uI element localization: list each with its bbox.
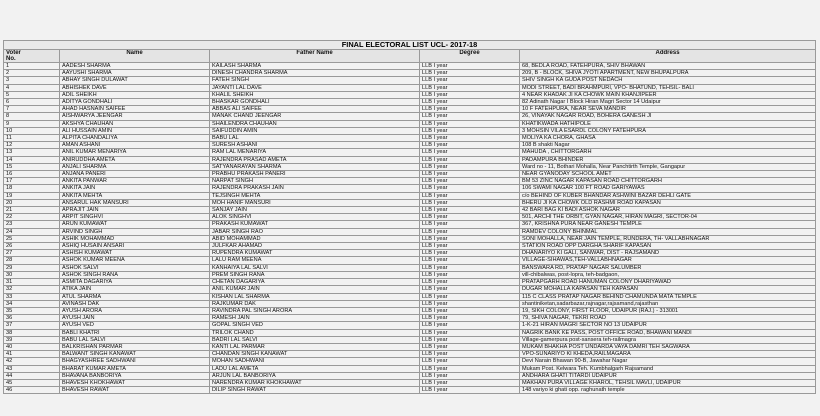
- father-name-cell: ARJUN LAL BANBORIYA: [210, 372, 420, 379]
- table-row: [4, 351, 816, 358]
- table-row: [4, 120, 816, 127]
- name-cell: ANKITA MEHTA: [60, 192, 210, 199]
- degree-cell: LLB I year: [420, 171, 520, 178]
- name-cell: ANSARUL HAK MANSURI: [60, 199, 210, 206]
- voter-no-cell: 4: [4, 84, 60, 91]
- address-cell: PADAMPURA BHINDER: [520, 156, 816, 163]
- address-cell: BHERU JI KA CHOWK OLD RASHMI ROAD KAPASAN: [520, 199, 816, 206]
- name-cell: ARPIT SINGHVI: [60, 214, 210, 221]
- voter-no-header-line1: Voter: [6, 50, 21, 56]
- address-cell: MOLIYA KA CHORA, GHASA: [520, 135, 816, 142]
- voter-no-cell: 8: [4, 113, 60, 120]
- father-name-cell: KANTI LAL PARMAR: [210, 343, 420, 350]
- address-cell: MAKHAN PURA VILLAGE KHAROL, TEHSIL MAVLI, UDAIPUR: [520, 379, 816, 386]
- table-row: [4, 300, 816, 307]
- address-cell: 108 B shakti Nagar: [520, 142, 816, 149]
- voter-no-cell: 37: [4, 322, 60, 329]
- address-cell: VPO-SUNARIYO KI KHEDA,RAILMAGARA: [520, 351, 816, 358]
- father-name-cell: CHETAN DAGARIYA: [210, 279, 420, 286]
- voter-no-cell: 41: [4, 351, 60, 358]
- father-name-cell: RAMESH JAIN: [210, 315, 420, 322]
- degree-cell: LLB I year: [420, 358, 520, 365]
- voter-no-cell: 46: [4, 387, 60, 394]
- voter-no-cell: 33: [4, 293, 60, 300]
- name-cell: AAYUSHI SHARMA: [60, 70, 210, 77]
- degree-cell: LLB I year: [420, 351, 520, 358]
- name-cell: BHARAT KUMAR AMETA: [60, 365, 210, 372]
- address-cell: NAGRIK BANK KE PASS, POST OFFICE ROAD, BHAWANI MANDI: [520, 329, 816, 336]
- table-row: [4, 171, 816, 178]
- voter-no-cell: 1: [4, 63, 60, 70]
- table-row: [4, 106, 816, 113]
- voter-no-cell: 43: [4, 365, 60, 372]
- table-row: [4, 243, 816, 250]
- address-cell: 3 MOHSIN VILA ESARDL COLONY FATEHPURA: [520, 127, 816, 134]
- voter-no-cell: 30: [4, 271, 60, 278]
- degree-cell: LLB I year: [420, 300, 520, 307]
- address-cell: MAHUDA , CHITTORGARH: [520, 149, 816, 156]
- father-name-cell: JABAR SINGH RAO: [210, 228, 420, 235]
- name-cell: ANIL KUMAR MENARIYA: [60, 149, 210, 156]
- degree-cell: LLB I year: [420, 63, 520, 70]
- degree-cell: LLB I year: [420, 379, 520, 386]
- father-name-cell: MOH HANIF MANSURI: [210, 199, 420, 206]
- header-row: [4, 50, 816, 63]
- father-name-cell: TRILOK CHAND: [210, 329, 420, 336]
- voter-no-cell: 45: [4, 379, 60, 386]
- voter-no-cell: 19: [4, 192, 60, 199]
- degree-cell: LLB I year: [420, 336, 520, 343]
- degree-cell: LLB I year: [420, 192, 520, 199]
- father-name-cell: LADU LAL AMETA: [210, 365, 420, 372]
- address-cell: VILLAGE-SIHAWAS,TEH-VALLABHNAGAR: [520, 257, 816, 264]
- degree-cell: LLB I year: [420, 149, 520, 156]
- degree-cell: LLB I year: [420, 315, 520, 322]
- address-cell: 79, SHIVA NAGAR, TEKRI ROAD: [520, 315, 816, 322]
- table-row: [4, 113, 816, 120]
- degree-cell: LLB I year: [420, 221, 520, 228]
- table-row: [4, 178, 816, 185]
- table-row: [4, 221, 816, 228]
- degree-cell: LLB I year: [420, 127, 520, 134]
- table-row: [4, 250, 816, 257]
- table-row: [4, 322, 816, 329]
- voter-no-cell: 22: [4, 214, 60, 221]
- address-header: Address: [520, 50, 816, 63]
- degree-cell: LLB I year: [420, 199, 520, 206]
- name-cell: ABHISHEK DAVE: [60, 84, 210, 91]
- father-name-cell: RAJKUMAR DAK: [210, 300, 420, 307]
- voter-no-cell: 10: [4, 127, 60, 134]
- father-name-cell: DINESH CHANDRA SHARMA: [210, 70, 420, 77]
- table-row: [4, 235, 816, 242]
- electoral-list-body: [4, 63, 816, 394]
- voter-no-cell: 13: [4, 149, 60, 156]
- address-cell: RAMDEV COLONY BHINMAL: [520, 228, 816, 235]
- name-cell: ANJALI SHARMA: [60, 163, 210, 170]
- title-row: [4, 41, 816, 50]
- name-cell: ANKITA PANWAR: [60, 178, 210, 185]
- voter-no-header-line2: No.: [6, 56, 16, 62]
- father-name-cell: JULFKAR AHAMAD: [210, 243, 420, 250]
- degree-cell: LLB I year: [420, 142, 520, 149]
- degree-header: Degree: [420, 50, 520, 63]
- degree-cell: LLB I year: [420, 271, 520, 278]
- address-cell: 106 SWAMI NAGAR 100 FT ROAD GARIYAWAS: [520, 185, 816, 192]
- name-cell: ALI HUSSAIN AMIN: [60, 127, 210, 134]
- address-cell: KHATIKWADA HATHIPOLE: [520, 120, 816, 127]
- address-cell: PRATAPGARH ROAD HANUMAN COLONY DHARIYAWAD: [520, 279, 816, 286]
- list-title: FINAL ELECTORAL LIST UCL- 2017-18: [4, 41, 816, 50]
- father-name-cell: RUPENDRA KUMAWAT: [210, 250, 420, 257]
- electoral-list-sheet: [3, 40, 815, 416]
- name-cell: AKSHYA CHAUHAN: [60, 120, 210, 127]
- voter-no-cell: 21: [4, 207, 60, 214]
- degree-cell: LLB I year: [420, 178, 520, 185]
- father-name-cell: SANJAY JAIN: [210, 207, 420, 214]
- name-cell: ASHIK MOHAMMAD: [60, 235, 210, 242]
- degree-cell: LLB I year: [420, 135, 520, 142]
- degree-cell: LLB I year: [420, 365, 520, 372]
- father-name-cell: PRABHU PRAKASH PANERI: [210, 171, 420, 178]
- father-name-cell: NARENDRA KUMAR KHOKHAWAT: [210, 379, 420, 386]
- name-cell: ABHAY SINGH DULAWAT: [60, 77, 210, 84]
- father-name-cell: ABBAS ALI SAIFEE: [210, 106, 420, 113]
- father-name-cell: MOHAN SADHWANI: [210, 358, 420, 365]
- address-cell: c/o BEHIND OF KUBER BHANDAR ASHWINI BAZAR DEHLI GATE: [520, 192, 816, 199]
- name-cell: ARUN KUMAWAT: [60, 221, 210, 228]
- father-name-cell: KAILASH SHARMA: [210, 63, 420, 70]
- table-row: [4, 156, 816, 163]
- father-name-cell: RAJENDRA PRASAD AMETA: [210, 156, 420, 163]
- voter-no-cell: 38: [4, 329, 60, 336]
- voter-no-cell: 20: [4, 199, 60, 206]
- voter-no-cell: 11: [4, 135, 60, 142]
- name-header: Name: [60, 50, 210, 63]
- father-name-cell: BABU LAL: [210, 135, 420, 142]
- degree-cell: LLB I year: [420, 250, 520, 257]
- electoral-list-table: [3, 40, 816, 394]
- name-cell: BHAVANA BANBORIYA: [60, 372, 210, 379]
- address-cell: 82 Adinath Nagar I Block Hiran Magri Sector 14 Udaipur: [520, 99, 816, 106]
- name-cell: AADESH SHARMA: [60, 63, 210, 70]
- father-name-cell: BHASKAR GONDHALI: [210, 99, 420, 106]
- degree-cell: LLB I year: [420, 77, 520, 84]
- father-name-cell: NARPAT SINGH: [210, 178, 420, 185]
- address-cell: 26, VINAYAK NAGAR ROAD, BOHERA GANESH JI: [520, 113, 816, 120]
- address-cell: Devi Narain Bhawan 90-B, Jawahar Nagar: [520, 358, 816, 365]
- degree-cell: LLB I year: [420, 235, 520, 242]
- table-row: [4, 358, 816, 365]
- name-cell: AYUSH JAIN: [60, 315, 210, 322]
- voter-no-cell: 31: [4, 279, 60, 286]
- degree-cell: LLB I year: [420, 99, 520, 106]
- address-cell: 115 C CLASS PRATAP NAGAR BEHIND CHAMUNDA MATA TEMPLE: [520, 293, 816, 300]
- voter-no-cell: 9: [4, 120, 60, 127]
- voter-no-cell: 15: [4, 163, 60, 170]
- name-cell: APRAJIT JAIN: [60, 207, 210, 214]
- table-row: [4, 149, 816, 156]
- degree-cell: LLB I year: [420, 279, 520, 286]
- name-cell: ASHISH KUMAWAT: [60, 250, 210, 257]
- name-cell: BALKRISHAN PARMAR: [60, 343, 210, 350]
- name-cell: BHAGYASHREE SADHWANI: [60, 358, 210, 365]
- father-name-cell: RAM LAL MENARIYA: [210, 149, 420, 156]
- voter-no-cell: 6: [4, 99, 60, 106]
- address-cell: Village-gamerpura post-sansera teh-railmagra: [520, 336, 816, 343]
- table-row: [4, 365, 816, 372]
- voter-no-cell: 40: [4, 343, 60, 350]
- voter-no-cell: 25: [4, 235, 60, 242]
- table-row: [4, 343, 816, 350]
- address-cell: ANDHARA GHATI TITARDI UDAIPUR: [520, 372, 816, 379]
- name-cell: AYUSH ARORA: [60, 307, 210, 314]
- table-row: [4, 228, 816, 235]
- voter-no-cell: 5: [4, 91, 60, 98]
- name-cell: AYUSH VED: [60, 322, 210, 329]
- voter-no-cell: 2: [4, 70, 60, 77]
- father-name-cell: KISHAN LAL SHARMA: [210, 293, 420, 300]
- father-name-cell: PREM SINGH RANA: [210, 271, 420, 278]
- address-cell: STATION ROAD OPP DARGHA SHARIF KAPASAN: [520, 243, 816, 250]
- address-cell: 501, ARCHI THE ORBIT, GYAN NAGAR, HIRAN MAGRI, SECTOR-04: [520, 214, 816, 221]
- degree-cell: LLB I year: [420, 387, 520, 394]
- father-name-cell: CHANDAN SINGH KANAWAT: [210, 351, 420, 358]
- father-name-cell: KANHAIYA LAL SALVI: [210, 264, 420, 271]
- degree-cell: LLB I year: [420, 113, 520, 120]
- address-cell: vill-chibalwas, post-lopra, teh-badgaon,: [520, 271, 816, 278]
- address-cell: DUGAR MOHALLA KAPASAN TEH KAPASAN: [520, 286, 816, 293]
- voter-no-cell: 18: [4, 185, 60, 192]
- table-row: [4, 257, 816, 264]
- table-row: [4, 307, 816, 314]
- table-row: [4, 329, 816, 336]
- name-cell: ANJANA PANERI: [60, 171, 210, 178]
- address-cell: 68, BEDLA ROAD, FATEHPURA, SHIV BHAWAN: [520, 63, 816, 70]
- address-cell: NEAR GYANODAY SCHOOL AMET: [520, 171, 816, 178]
- father-name-cell: ABID MOHAMMAD: [210, 235, 420, 242]
- father-name-cell: BADRI LAL SALVI: [210, 336, 420, 343]
- father-name-cell: LALU RAM MEENA: [210, 257, 420, 264]
- degree-cell: LLB I year: [420, 343, 520, 350]
- table-row: [4, 271, 816, 278]
- voter-no-cell: 23: [4, 221, 60, 228]
- table-row: [4, 207, 816, 214]
- table-row: [4, 279, 816, 286]
- address-cell: SONI MOHALLA, NEAR JAIN TEMPLE, RUNDERA, TH- VALLABHNAGAR: [520, 235, 816, 242]
- degree-cell: LLB I year: [420, 257, 520, 264]
- table-row: [4, 91, 816, 98]
- degree-cell: LLB I year: [420, 214, 520, 221]
- table-row: [4, 192, 816, 199]
- table-row: [4, 315, 816, 322]
- name-cell: ASHIQ HUSAIN ANSARI: [60, 243, 210, 250]
- father-name-cell: PRAKASH KUMAWAT: [210, 221, 420, 228]
- name-cell: ADITYA GONDHALI: [60, 99, 210, 106]
- voter-no-cell: 35: [4, 307, 60, 314]
- address-cell: MUKAM BHAKHA POST UNDARDA VAYA DAMRI TEH SAGWARA: [520, 343, 816, 350]
- name-cell: ATIKA JAIN: [60, 286, 210, 293]
- table-row: [4, 286, 816, 293]
- name-cell: ARVIND SINGH: [60, 228, 210, 235]
- degree-cell: LLB I year: [420, 264, 520, 271]
- voter-no-cell: 29: [4, 264, 60, 271]
- table-row: [4, 293, 816, 300]
- name-cell: AVINASH DAK: [60, 300, 210, 307]
- table-row: [4, 264, 816, 271]
- name-cell: ANKITA JAIN: [60, 185, 210, 192]
- table-row: [4, 99, 816, 106]
- degree-cell: LLB I year: [420, 70, 520, 77]
- voter-no-cell: 12: [4, 142, 60, 149]
- name-cell: ANIRUDDHA AMETA: [60, 156, 210, 163]
- father-name-cell: MANAK CHAND JEENGAR: [210, 113, 420, 120]
- address-cell: Ward no - 11, Bothari Mohalla, Near Panchtirth Temple, Gangapur: [520, 163, 816, 170]
- table-row: [4, 199, 816, 206]
- father-name-cell: RAVINDRA PAL SINGH ARORA: [210, 307, 420, 314]
- father-name-cell: SHAILENDRA CHAUHAN: [210, 120, 420, 127]
- degree-cell: LLB I year: [420, 156, 520, 163]
- voter-no-cell: 26: [4, 243, 60, 250]
- table-row: [4, 336, 816, 343]
- name-cell: AHAD HASNAIN SAIFEE: [60, 106, 210, 113]
- address-cell: 1-K-21 HIRAN MAGRI SECTOR NO 13 UDAIPUR: [520, 322, 816, 329]
- father-name-cell: ANIL KUMAR JAIN: [210, 286, 420, 293]
- degree-cell: LLB I year: [420, 207, 520, 214]
- address-cell: 10 F FATEHPURA, NEAR SEVA MANDIR: [520, 106, 816, 113]
- name-cell: ASHOK KUMAR MEENA: [60, 257, 210, 264]
- voter-no-cell: 14: [4, 156, 60, 163]
- address-cell: 42 BARI BAG KI BADI ASHOK NAGAR: [520, 207, 816, 214]
- address-cell: 209, B - BLOCK, SHIVA JYOTI APARTMENT, NEW BHUPALPURA: [520, 70, 816, 77]
- voter-no-cell: 7: [4, 106, 60, 113]
- table-row: [4, 372, 816, 379]
- voter-no-cell: 39: [4, 336, 60, 343]
- father-name-cell: JAYANTI LAL DAVE: [210, 84, 420, 91]
- voter-no-cell: 16: [4, 171, 60, 178]
- degree-cell: LLB I year: [420, 91, 520, 98]
- table-row: [4, 387, 816, 394]
- table-row: [4, 70, 816, 77]
- voter-no-cell: 34: [4, 300, 60, 307]
- degree-cell: LLB I year: [420, 120, 520, 127]
- name-cell: BHAVESH KHOKHAWAT: [60, 379, 210, 386]
- name-cell: ASMITA DAGARIYA: [60, 279, 210, 286]
- table-row: [4, 63, 816, 70]
- table-row: [4, 214, 816, 221]
- name-cell: BHAVESH RAWAT: [60, 387, 210, 394]
- name-cell: ADIL SHEIKH: [60, 91, 210, 98]
- address-cell: 4 NEAR KHADAK JI KA CHOWK MAIN KHANJIPEER: [520, 91, 816, 98]
- degree-cell: LLB I year: [420, 293, 520, 300]
- degree-cell: LLB I year: [420, 329, 520, 336]
- father-name-cell: TEJSINGH MEHTA: [210, 192, 420, 199]
- address-cell: shantiniketan,sadarbazar,rajnagar,rajsamand,rajasthan: [520, 300, 816, 307]
- father-name-cell: SATYANARAYAN SHARMA: [210, 163, 420, 170]
- table-row: [4, 163, 816, 170]
- name-cell: AMAN ASHANI: [60, 142, 210, 149]
- voter-no-header: [4, 50, 60, 63]
- address-cell: 148 variyo ki ghati opp. raghunath temple: [520, 387, 816, 394]
- name-cell: ASHOK SALVI: [60, 264, 210, 271]
- name-cell: ATUL SHARMA: [60, 293, 210, 300]
- father-name-cell: DILIP SINGH RAWAT: [210, 387, 420, 394]
- name-cell: BALWANT SINGH KANAWAT: [60, 351, 210, 358]
- address-cell: BANSWARA RD, PRATAP NAGAR SALUMBER: [520, 264, 816, 271]
- degree-cell: LLB I year: [420, 372, 520, 379]
- address-cell: SHIV SINGH KA GUDA POST NEDACH: [520, 77, 816, 84]
- voter-no-cell: 32: [4, 286, 60, 293]
- address-cell: Mukam Post. Kelwara Teh. Kumbhalgarh Rajsamand: [520, 365, 816, 372]
- degree-cell: LLB I year: [420, 84, 520, 91]
- father-name-cell: GOPAL SINGH VED: [210, 322, 420, 329]
- degree-cell: LLB I year: [420, 286, 520, 293]
- degree-cell: LLB I year: [420, 228, 520, 235]
- degree-cell: LLB I year: [420, 106, 520, 113]
- father-name-cell: RAJENDRA PRAKASH JAIN: [210, 185, 420, 192]
- table-row: [4, 127, 816, 134]
- father-name-cell: FATEH SINGH: [210, 77, 420, 84]
- name-cell: AISHWARYA JEENGAR: [60, 113, 210, 120]
- father-name-header: Father Name: [210, 50, 420, 63]
- voter-no-cell: 28: [4, 257, 60, 264]
- address-cell: DHANARIYO KI GALI, SANWAR, DIST - RAJSAMAND: [520, 250, 816, 257]
- table-row: [4, 379, 816, 386]
- voter-no-cell: 36: [4, 315, 60, 322]
- name-cell: ASHOK SINGH RANA: [60, 271, 210, 278]
- degree-cell: LLB I year: [420, 307, 520, 314]
- address-cell: MODI STREET, BADI BRAHMPURI, VPO- BHATUND, TEHSIL- BALI: [520, 84, 816, 91]
- degree-cell: LLB I year: [420, 243, 520, 250]
- address-cell: 19, SIKH COLONY, FIRST FLOOR, UDAIPUR (RAJ.) - 313001: [520, 307, 816, 314]
- name-cell: ALPITA CHANDALIYA: [60, 135, 210, 142]
- table-row: [4, 135, 816, 142]
- degree-cell: LLB I year: [420, 322, 520, 329]
- table-row: [4, 185, 816, 192]
- voter-no-cell: 17: [4, 178, 60, 185]
- father-name-cell: KHALIL SHEIKH: [210, 91, 420, 98]
- voter-no-cell: 24: [4, 228, 60, 235]
- voter-no-cell: 44: [4, 372, 60, 379]
- address-cell: BM 53 ZINC NAGAR KAPASAN ROAD CHITTORGARH: [520, 178, 816, 185]
- voter-no-cell: 27: [4, 250, 60, 257]
- address-cell: 367, KRISHNA PURA NEAR GANESH TEMPLE: [520, 221, 816, 228]
- father-name-cell: SURESH ASHANI: [210, 142, 420, 149]
- father-name-cell: SAIFUDDIN AMIN: [210, 127, 420, 134]
- voter-no-cell: 3: [4, 77, 60, 84]
- father-name-cell: ALOK SINGHVI: [210, 214, 420, 221]
- degree-cell: LLB I year: [420, 185, 520, 192]
- name-cell: BABLI KHATRI: [60, 329, 210, 336]
- name-cell: BABU LAL SALVI: [60, 336, 210, 343]
- table-row: [4, 142, 816, 149]
- table-row: [4, 77, 816, 84]
- degree-cell: LLB I year: [420, 163, 520, 170]
- voter-no-cell: 42: [4, 358, 60, 365]
- table-row: [4, 84, 816, 91]
